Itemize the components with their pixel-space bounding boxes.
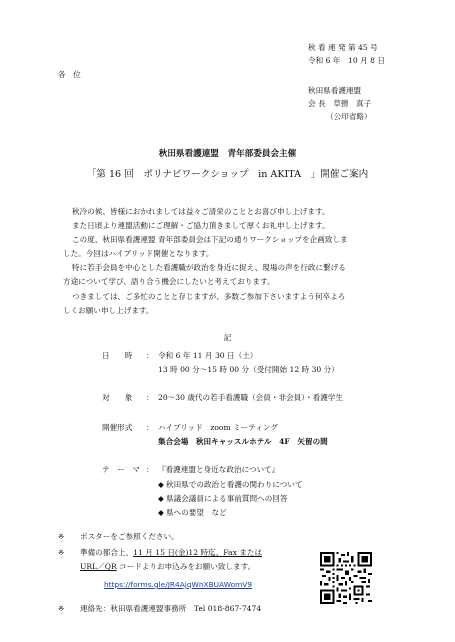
sender-organization: 秋田県看護連盟	[308, 86, 362, 95]
body-line: 秋冷の候、皆様におかれましては益々ご清栄のこととお喜び申し上げます。	[72, 207, 330, 216]
datetime-label: 日 時	[102, 351, 133, 360]
body-line: この度、秋田県看護連盟 青年部委員会は下記の通りワークショップを企画致しま	[72, 235, 348, 244]
recipients: 各 位	[58, 70, 81, 79]
venue-value: 集合会場 秋田キャッスルホテル 4F 矢留の間	[158, 437, 328, 446]
ki-heading: 記	[223, 333, 232, 342]
title-event: 「第 16 回 ポリナビワークショップ in AKITA 」開催ご案内	[86, 169, 369, 180]
theme-item: ◆ 秋田県での政治と看護の関わりについて	[158, 480, 303, 489]
target-colon: ：	[146, 393, 154, 402]
theme-item: ◆ 県議会議員による事前質問への回答	[158, 494, 288, 503]
seal-omitted: （公印省略）	[326, 112, 372, 121]
document-number: 秋 看 連 発 第 45 号	[308, 43, 378, 52]
datetime-colon: ：	[146, 351, 154, 360]
format-value: ハイブリッド zoom ミーティング	[158, 423, 278, 432]
target-value: 20～30 歳代の若手看護職（会員・非会員）・看護学生	[158, 393, 343, 402]
registration-url-link[interactable]: https://forms.gle/JR4AjqWnXBUAWomV9	[104, 580, 253, 589]
body-line: 特に若手会員を中心とした看護職が政治を身近に捉え、現場の声を行政に繋げる	[72, 263, 346, 272]
document-date: 令和 6 年 10 月 8 日	[308, 56, 385, 65]
note-mark: ※	[58, 604, 65, 613]
title-organizer: 秋田県看護連盟 青年部委員会主催	[158, 149, 297, 159]
bullet-icon: ◆	[158, 508, 164, 517]
datetime-date: 令和 6 年 11 月 30 日（土）	[158, 351, 258, 360]
format-colon: ：	[146, 423, 154, 432]
body-line: また日頃より連盟活動にご理解・ご協力頂きまして厚くお礼申し上げます。	[72, 221, 330, 230]
note-mark: ※	[58, 532, 65, 541]
target-label: 対 象	[102, 393, 133, 402]
theme-colon: ：	[146, 465, 154, 474]
body-line: しくお願い申し上げます。	[63, 306, 154, 315]
theme-label: テ ー マ	[102, 465, 140, 474]
note-registration-method: URL／QR コードよりお申込みをお願い致します。	[80, 562, 256, 571]
body-line: 方途について学び、語り合う機会にしたいと考えております。	[63, 277, 275, 286]
note-poster: ポスターをご参照ください。	[80, 532, 179, 541]
format-label: 開催形式	[102, 423, 133, 432]
theme-value: 『看護連盟と身近な政治について』	[158, 465, 280, 474]
note-registration-deadline: 準備の都合上、11 月 15 日(金)12 時迄、Fax または	[80, 548, 263, 557]
body-line: した。今回はハイブリッド開催となります。	[63, 249, 214, 258]
body-line: つきましては、ご多忙のことと存じますが、多数ご参加下さいますよう何卒よろ	[72, 292, 346, 301]
datetime-time: 13 時 00 分～15 時 00 分（受付開始 12 時 30 分）	[158, 365, 339, 374]
note-contact: 連絡先：秋田県看護連盟事務所 Tel 018-867-7474	[80, 604, 262, 613]
bullet-icon: ◆	[158, 494, 164, 503]
bullet-icon: ◆	[158, 480, 164, 489]
theme-item: ◆ 県への要望 など	[158, 508, 227, 517]
qr-code-image[interactable]	[320, 552, 372, 604]
sender-president: 会 長 草彅 真子	[308, 99, 372, 108]
note-mark: ※	[58, 548, 65, 557]
